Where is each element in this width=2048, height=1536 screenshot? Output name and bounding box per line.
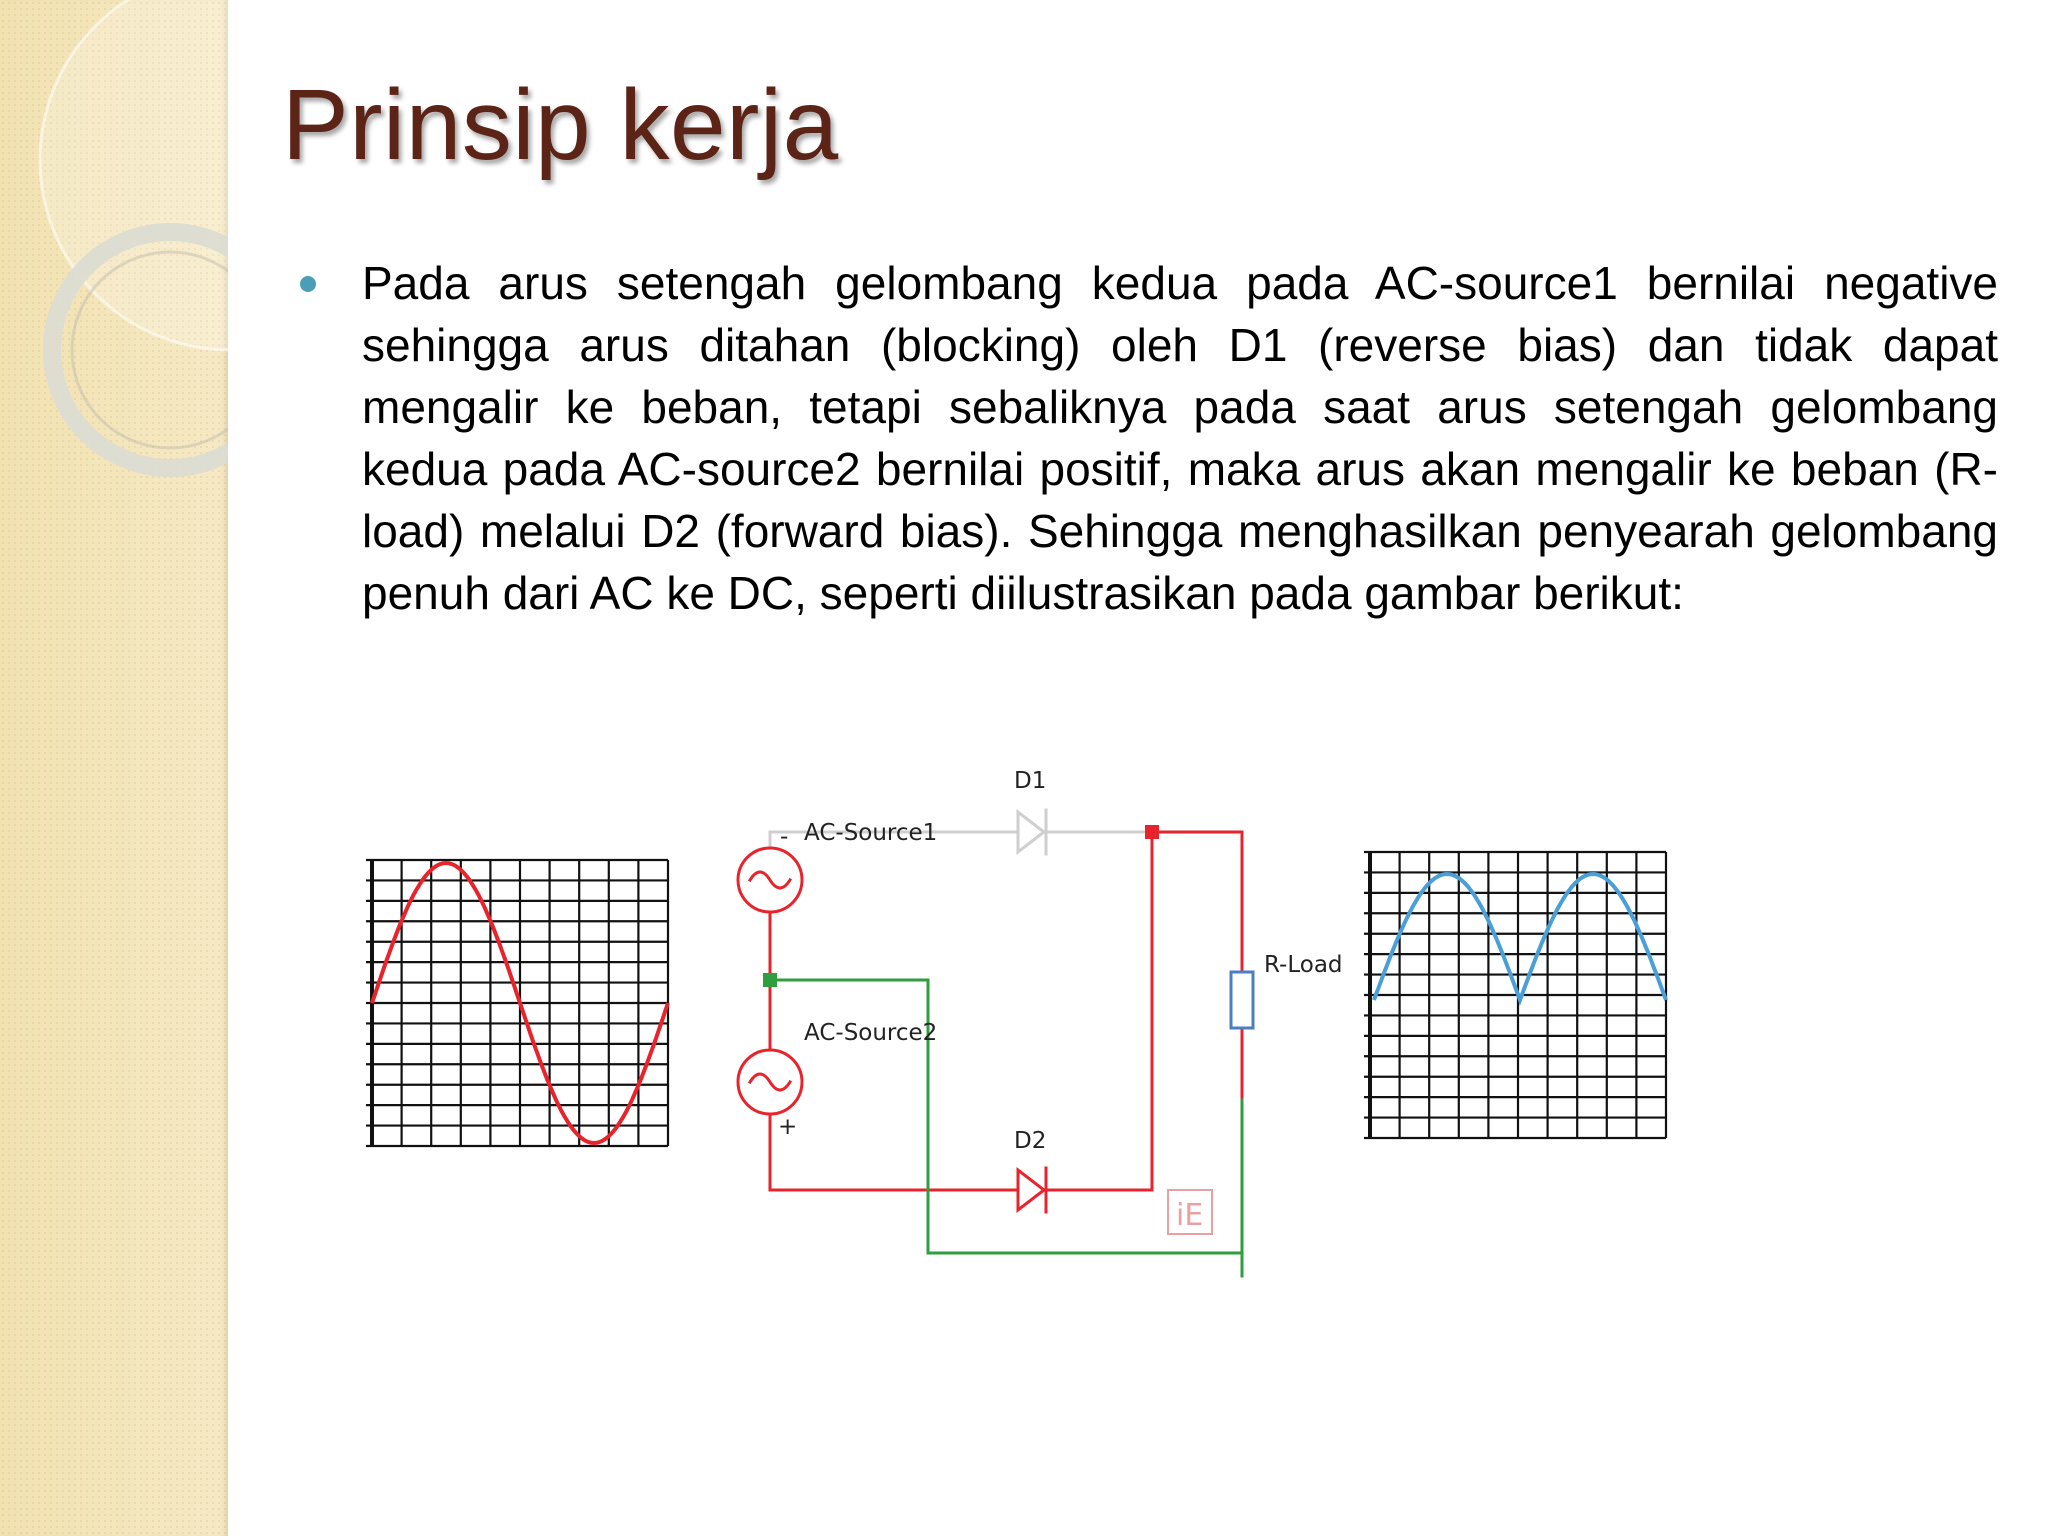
input-scope <box>366 860 668 1146</box>
slide-title: Prinsip kerja <box>282 69 839 181</box>
app-logo-icon <box>1168 1190 1212 1234</box>
bullet-icon <box>300 276 316 292</box>
label-ac-source2: AC-Source2 <box>804 1020 938 1046</box>
side-decor-band <box>0 0 228 1536</box>
rectifier-figure <box>350 710 1710 1280</box>
svg-text:iE: iE <box>1176 1198 1204 1233</box>
junction-top <box>1145 825 1159 839</box>
diode-d2-icon <box>1018 1168 1046 1212</box>
label-minus: - <box>780 824 789 850</box>
decorative-rings <box>0 0 228 520</box>
load-resistor-icon <box>1231 972 1253 1028</box>
ac-source1-icon <box>738 848 802 912</box>
label-r-load: R-Load <box>1264 952 1343 978</box>
label-d2: D2 <box>1014 1128 1047 1154</box>
label-plus: + <box>778 1114 798 1140</box>
label-ac-source1: AC-Source1 <box>804 820 938 846</box>
output-scope <box>1364 852 1666 1138</box>
junction-center <box>763 973 777 987</box>
ac-source2-icon <box>738 1050 802 1114</box>
rectifier-diagram <box>350 710 1710 1280</box>
diode-d1-icon <box>1018 810 1046 854</box>
label-d1: D1 <box>1014 768 1047 794</box>
bullet-text: Pada arus setengah gelombang kedua pada AC-source1 bernilai negative sehingga arus ditahan (blocking) oleh D1 (reverse bias) dan tidak dapat mengalir ke beban, tetapi sebaliknya pada saat arus setengah gelombang kedua pada AC-source2 bernilai positif, maka arus akan mengalir ke beban (R-load) melalui D2 (forward bias). Sehingga menghasilkan penyearah gelombang penuh dari AC ke DC, seperti diilustrasikan pada gambar berikut: <box>362 257 1998 619</box>
